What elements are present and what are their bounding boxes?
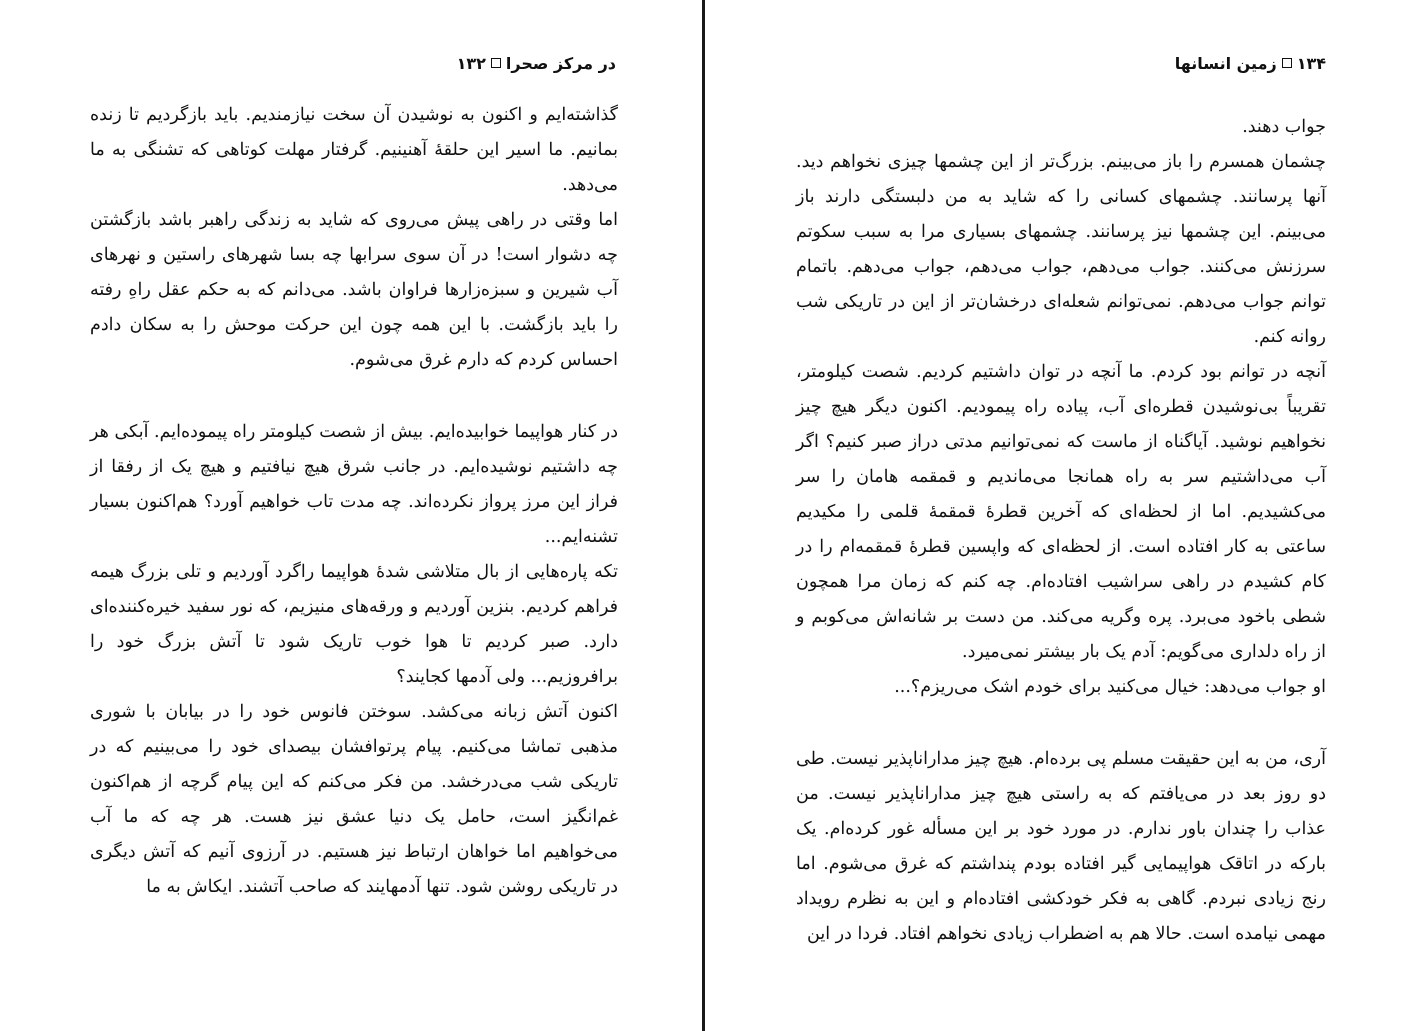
section-break bbox=[796, 705, 1326, 742]
left-page bbox=[90, 0, 618, 1031]
right-page bbox=[796, 0, 1326, 1031]
header-square-icon bbox=[1282, 58, 1292, 68]
left-page-body bbox=[90, 98, 618, 905]
paragraph: اکنون آتش زبانه می‌کشد. سوختن فانوس خود را در بیابان با شوری مذهبی تماشا می‌کنیم. پیام پرتوافشان بیصدای خود را می‌بینیم که در تاریکی شب می‌درخشد. من فکر می‌کنم که این پیام گرچه از هم‌اکنون غم‌انگیز است، حامل یک دنیا عشق نیز هست. هر چه که ما آب می‌خواهیم اما خواهان ارتباط نیز هستیم. در آرزوی آنیم که آتش دیگری در تاریکی روشن شود. تنها آدمهایند که صاحب آتشند. ایکاش به ما bbox=[90, 702, 618, 897]
right-page-number: ۱۳۴ bbox=[1296, 53, 1326, 73]
right-page-title: زمین انسانها bbox=[1174, 53, 1277, 73]
book-gutter-divider bbox=[702, 0, 705, 1031]
section-break bbox=[90, 378, 618, 415]
paragraph: در کنار هواپیما خوابیده‌ایم. بیش از شصت کیلومتر راه پیموده‌ایم. آبکی هر چه داشتیم نوشیده‌ایم. در جانب شرق هیچ نیافتیم و هیچ یک از رفقا از فراز این مرز پرواز نکرده‌اند. چه مدت تاب خواهیم آورد؟ هم‌اکنون بسیار تشنه‌ایم... bbox=[90, 422, 618, 547]
paragraph: تکه پاره‌هایی از بال متلاشی شدهٔ هواپیما راگرد آوردیم و تلی بزرگ هیمه فراهم کردیم. بنزین آوردیم و ورقه‌های منیزیم، که نور سفید خیره‌کننده‌ای دارد. صبر کردیم تا هوا خوب تاریک شود تا آتش بزرگ خود را برافروزیم... ولی آدمها کجایند؟ bbox=[90, 562, 618, 687]
paragraph: گذاشته‌ایم و اکنون به نوشیدن آن سخت نیازمندیم. باید بازگردیم تا زنده بمانیم. ما اسیر این حلقهٔ آهنینیم. گرفتار مهلت کوتاهی که تشنگی به ما می‌دهد. bbox=[90, 105, 618, 195]
left-page-title: در مرکز صحرا bbox=[505, 53, 616, 73]
header-square-icon bbox=[491, 58, 501, 68]
paragraph: جواب دهند. bbox=[1242, 117, 1326, 137]
right-page-header bbox=[1175, 50, 1326, 76]
paragraph: او جواب می‌دهد: خیال می‌کنید برای خودم اشک می‌ریزم؟... bbox=[894, 677, 1326, 697]
paragraph: آنچه در توانم بود کردم. ما آنچه در توان داشتیم کردیم. شصت کیلومتر، تقریباً بی‌نوشیدن قطره‌ای آب، پیاده راه پیمودیم. اکنون دیگر هیچ چیز نخواهیم نوشید. آیاگناه از ماست که نمی‌توانیم مدتی دراز صبر کنیم؟ اگر آب می‌داشتیم سر به راه همانجا می‌ماندیم و قمقمه هامان را سر می‌کشیدیم. اما از لحظه‌ای که آخرین قطرهٔ قمقمهٔ قلمی را مکیدیم ساعتی به کار افتاده است. از لحظه‌ای که واپسین قطرهٔ قمقمه‌ام را در کام کشیدم در راهی سراشیب افتاده‌ام. چه کنم که زمان مرا همچون شطی باخود می‌برد. پره وگریه می‌کند. من دست بر شانه‌اش می‌کوبم و از راه دلداری می‌گویم: آدم یک بار بیشتر نمی‌میرد. bbox=[796, 362, 1326, 662]
right-page-body bbox=[796, 110, 1326, 952]
left-page-header bbox=[457, 50, 616, 76]
left-page-number: ۱۳۲ bbox=[456, 53, 486, 73]
paragraph: آری، من به این حقیقت مسلم پی بردەام. هیچ چیز مدارانا‌پذیر نیست. طی دو روز بعد در می‌یافتم که به راستی هیچ چیز مداراناپذیر نیست. من عذاب را چندان باور ندارم. در مورد خود بر این مسأله غور کرده‌ام. یک بارکه در اتاقک هواپیمایی گیر افتاده بودم پنداشتم که غرق می‌شوم. اما رنج زیادی نبردم. گاهی به فکر خودکشی افتاده‌ام و این به نظرم رویداد مهمی نیامده است. حالا هم به اضطراب زیادی نخواهم افتاد. فردا در این bbox=[796, 749, 1326, 944]
paragraph: چشمان همسرم را باز می‌بینم. بزرگ‌تر از این چشمها چیزی نخواهم دید. آنها پرسانند. چشمهای کسانی را که شاید به من دلبستگی دارند باز می‌بینم. این چشمها نیز پرسانند. چشمهای بسیاری مرا به سبب سکوتم سرزنش می‌کنند. جواب می‌دهم، جواب می‌دهم، جواب می‌دهم. باتمام توانم جواب می‌دهم. نمی‌توانم شعله‌ای درخشان‌تر از این در تاریکی شب روانه کنم. bbox=[796, 152, 1326, 347]
paragraph: اما وقتی در راهی پیش می‌روی که شاید به زندگی راهبر باشد بازگشتن چه دشوار است! در آن سوی سرابها چه بسا شهرهای راستین و نهرهای آب شیرین و سبزه‌زارها فراوان باشد. می‌دانم که به حکم عقل راهِ رفته را باید بازگشت. با این همه چون این حرکت موحش را به سکان دادم احساس کردم که دارم غرق می‌شوم. bbox=[90, 210, 618, 370]
